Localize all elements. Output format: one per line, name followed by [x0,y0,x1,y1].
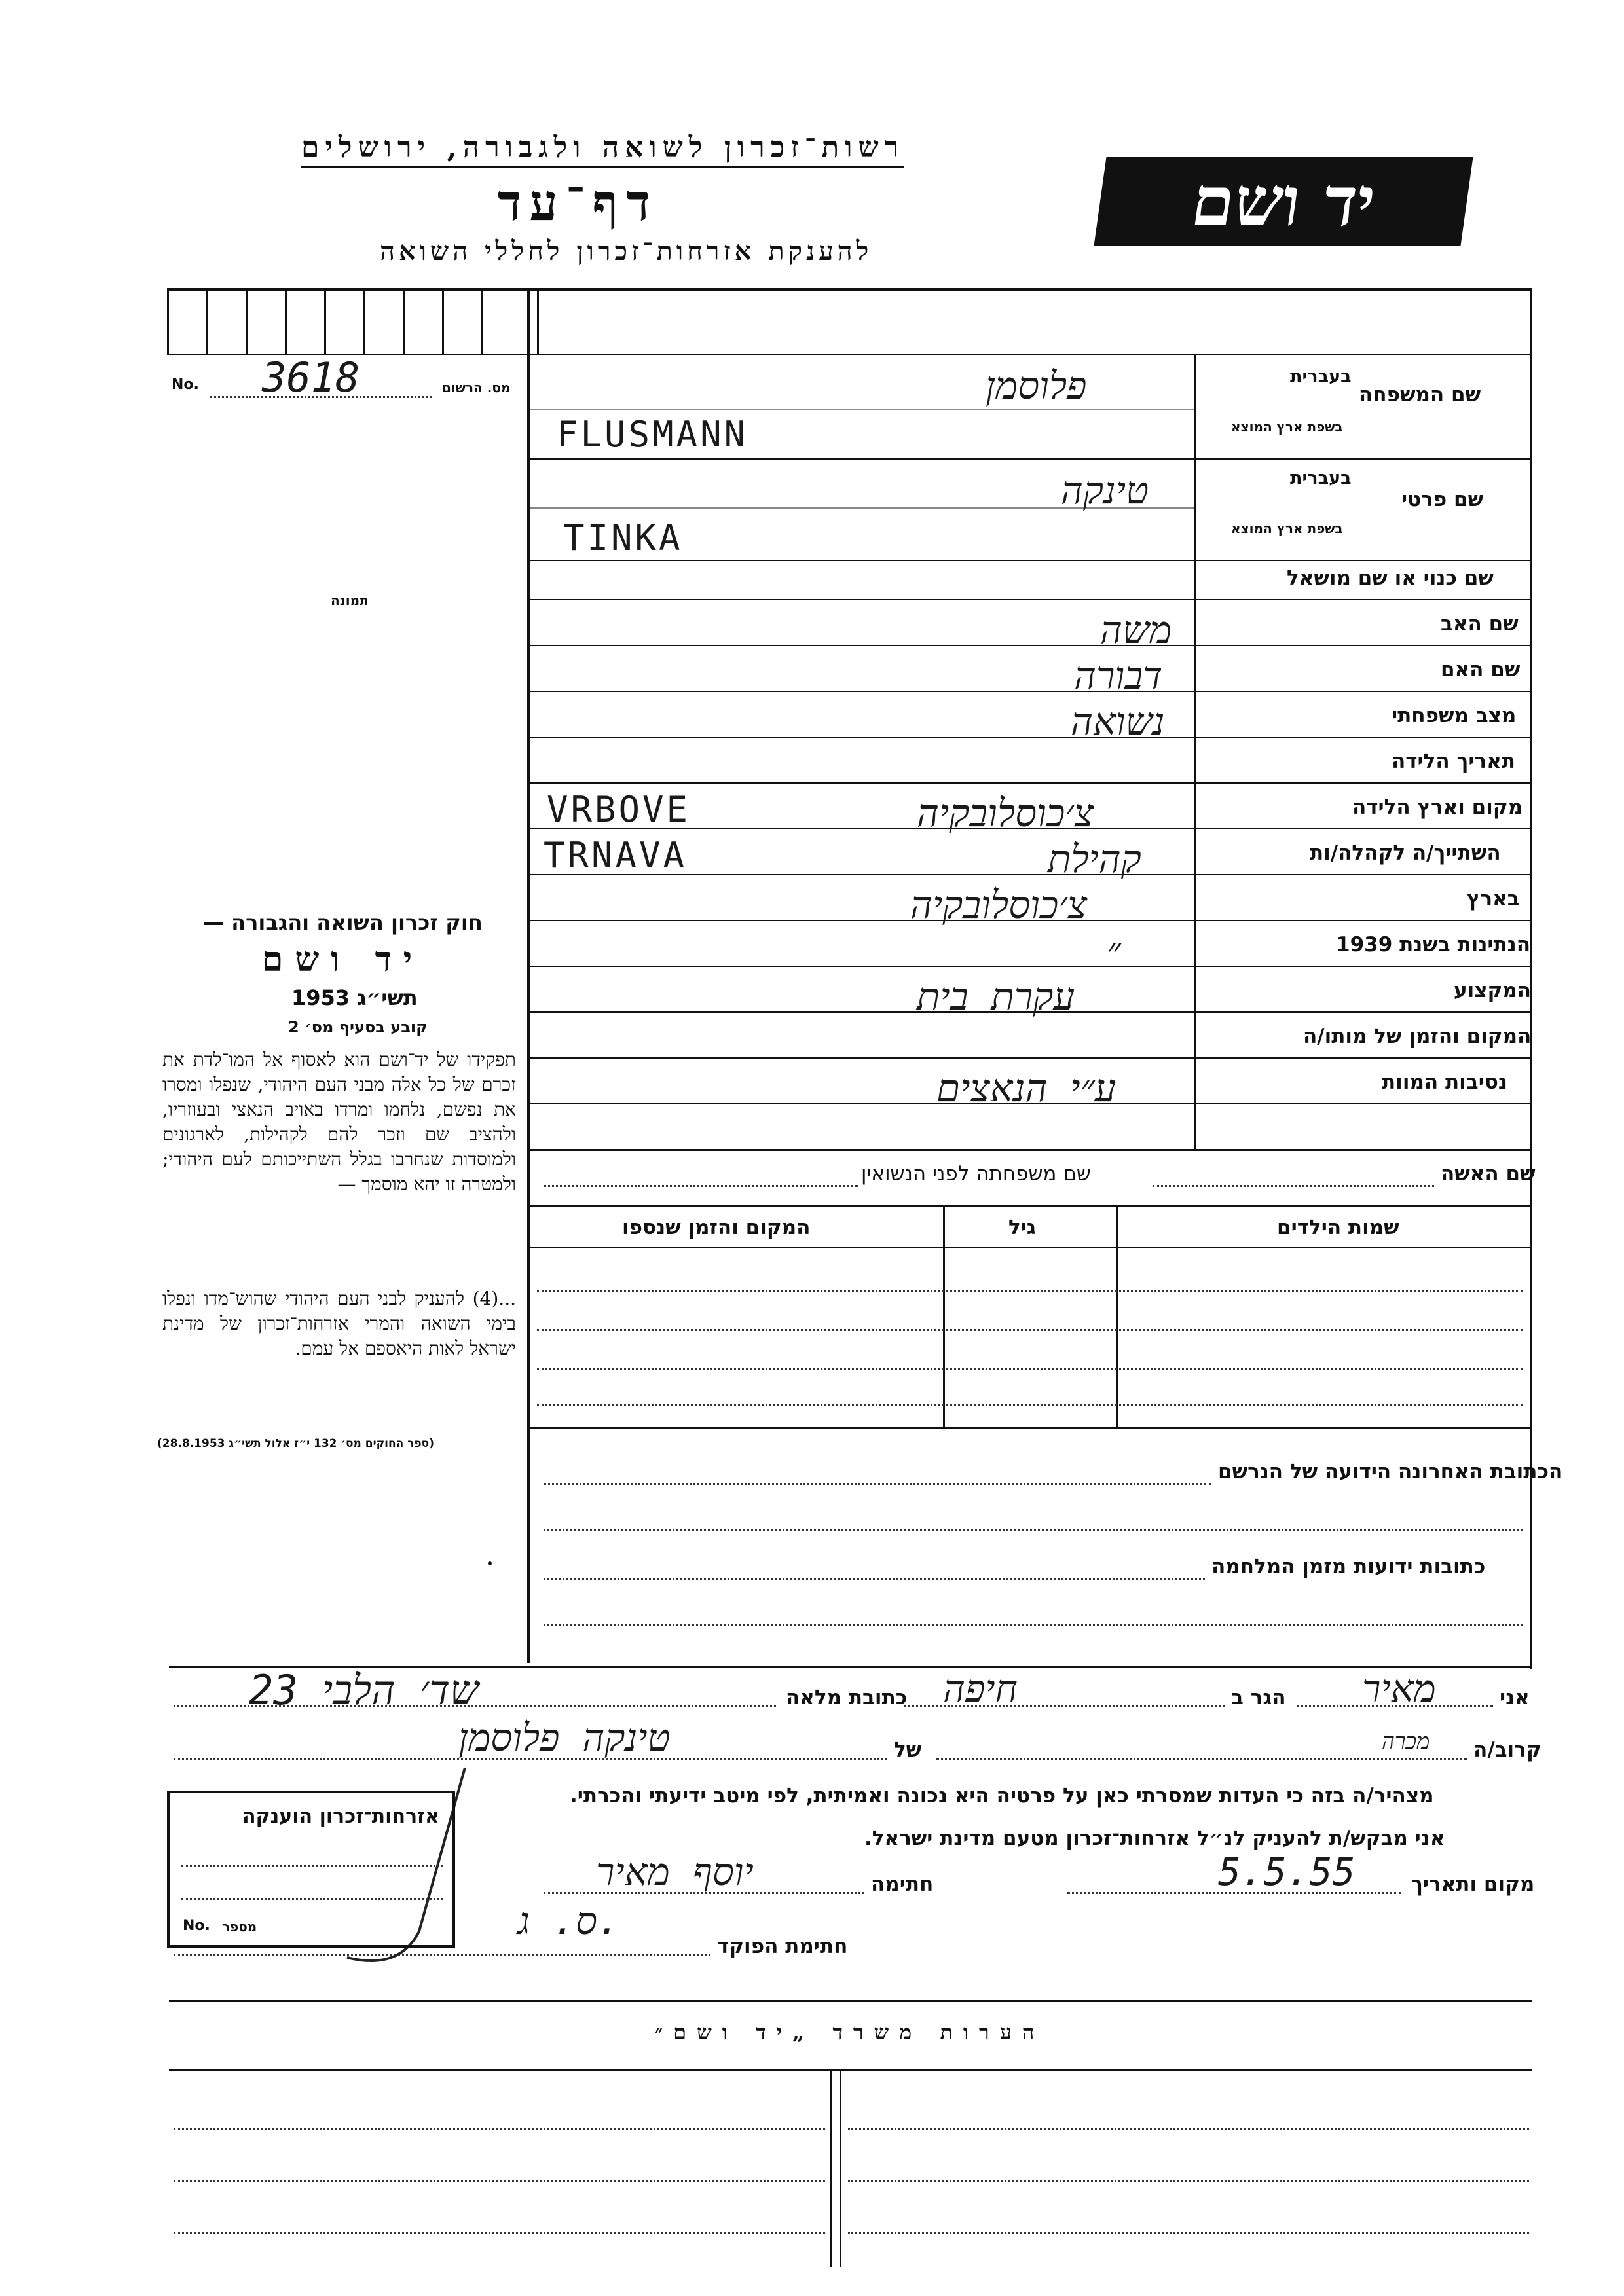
place-date-value[interactable]: 5.5.55 [1218,1850,1356,1894]
birthplace-label: מקום וארץ הלידה [1352,795,1523,819]
father-value[interactable]: משה [1100,608,1172,652]
community-native-value[interactable]: TRNAVA [544,835,688,876]
family-name-label: שם המשפחה [1359,383,1481,407]
first-name-label: שם פרטי [1401,488,1484,511]
yad-vashem-logo: יד ושם [1094,157,1473,246]
profession-value[interactable]: עקרת בית [917,974,1075,1019]
first-name-hebrew-label: בעברית [1290,468,1352,488]
form-subtitle: להענקת אזרחות־זכרון לחללי השואה [380,236,873,266]
birthplace-hebrew-value[interactable]: צ׳כוסלובקיה [917,791,1094,835]
officer-signature-label: חתימת הפוקד [717,1935,848,1958]
children-age-header: גיל [1008,1216,1036,1239]
relative-label: קרוב/ה [1473,1738,1541,1762]
relative-value[interactable]: מכרה [1382,1728,1430,1755]
declarant-label: אני [1500,1686,1530,1709]
citizenship-box-no: No. [183,1918,210,1934]
nickname-label: שם כנוי או שם מושאל [1287,566,1494,590]
law-text-1: תפקידו של יד־ושם הוא לאסוף אל המו־לדת את זכרם של כל אלה מבני העם היהודי, שנפלו ומסרו את נפשם, נלחמו ומרדו באויב הנאצי ובעוזריו, ולהציב שם וזכר להם לקהילות, לארגונים ולמוסדות שנחרבו בגלל השתייכותם לעם היהודי; ולמטרה זו יהא מוסמך — [162,1049,516,1195]
profession-label: המקצוע [1454,979,1532,1002]
death-circumstances-label: נסיבות המוות [1382,1070,1507,1094]
registration-number[interactable]: 3618 [262,354,360,401]
community-label: השתייך/ה לקהלה/ות [1310,841,1501,865]
reg-no-label: No. [172,376,199,393]
authority-title: רשות־זכרון לשואה ולגבורה, ירושלים [301,131,904,168]
photo-label: תמונה [331,592,369,608]
of-value[interactable]: טינקה פלוסמן [458,1715,671,1760]
lives-in-label: הגר ב [1231,1686,1286,1709]
reg-number-label: מס. הרשום [442,380,511,395]
last-address-label: הכתובת האחרונה הידועה של הנרשם [1218,1460,1563,1484]
marital-status-value[interactable]: נשואה [1071,699,1165,744]
birthdate-label: תאריך הלידה [1392,750,1515,773]
lives-in-value[interactable]: חיפה [943,1666,1018,1711]
community-hebrew-value[interactable]: קהילת [1048,837,1141,881]
mother-label: שם האם [1441,658,1521,682]
children-names-header: שמות הילדים [1277,1216,1399,1239]
family-name-native-value[interactable]: FLUSMANN [557,414,748,455]
maiden-name-label: שם משפחתה לפני הנשואין [861,1162,1091,1186]
family-name-hebrew-value[interactable]: פלוסמן [986,363,1087,408]
birthplace-native-value[interactable]: VRBOVE [547,789,691,830]
declaration-statement-2: אני מבקש/ת להעניק לנ״ל אזרחות־זכרון מטעם מדינת ישראל. [864,1827,1445,1850]
country-value[interactable]: צ׳כוסלובקיה [910,883,1088,927]
first-name-native-label: בשפת ארץ המוצא [1231,520,1343,536]
signature-label: חתימה [871,1872,934,1896]
place-date-label: מקום ותאריך [1411,1872,1535,1896]
war-addresses-label: כתובות ידועות מזמן המלחמה [1211,1555,1486,1578]
law-name: יד ושם [262,939,424,979]
law-text-2: ...(4) להעניק לבני העם היהודי שהוש־מדו ונפלו בימי השואה והמרי אזרחות־זכרון של מדינת ישראל לאות היאספם אל עמם. [162,1288,516,1359]
family-name-native-label: בשפת ארץ המוצא [1231,419,1343,435]
law-year: תשי״ג 1953 [291,985,418,1010]
form-title: דף־עד [498,173,658,232]
citizenship-granted-box [167,1791,455,1948]
citizenship-1939-value[interactable]: ״ [1107,928,1122,973]
declaration-statement-1: מצהיר/ה בזה כי העדות שמסרתי כאן על פרטיה היא נכונה ואמיתית, לפי מיטב ידיעתי והכרתי. [570,1784,1434,1808]
wife-name-label: שם האשה [1441,1162,1536,1186]
citizenship-1939-label: הנתינות בשנת 1939 [1336,933,1531,957]
marital-status-label: מצב משפחתי [1392,704,1517,727]
father-label: שם האב [1441,612,1519,636]
first-name-hebrew-value[interactable]: טינקה [1061,468,1149,513]
country-label: בארץ [1467,887,1520,911]
full-address-value[interactable]: שד׳ הלבי 23 [249,1666,479,1714]
law-title: חוק זכרון השואה והגבורה — [203,910,483,935]
children-death-header: המקום והזמן שנספו [622,1216,811,1239]
death-place-label: המקום והזמן של מותו/ה [1303,1025,1532,1048]
citizenship-box-number-label: מספר [222,1919,257,1935]
full-address-label: כתובת מלאה [786,1686,908,1709]
mother-value[interactable]: דבורה [1074,653,1163,698]
death-circumstances-value[interactable]: ע״י הנאצים [936,1066,1116,1110]
citizenship-box-title: אזרחות־זכרון הוענקה [242,1805,439,1828]
office-notes-title: הערות משרד „יד ושם״ [655,2020,1045,2045]
law-source: (ספר החוקים מס׳ 132 י״ז אלול תשי״ג 28.8.1953) [157,1437,434,1450]
signature-value[interactable]: יוסף מאיר [596,1850,754,1894]
first-name-native-value[interactable]: TINKA [563,517,683,558]
family-name-hebrew-label: בעברית [1290,367,1352,387]
of-label: של [894,1738,922,1762]
law-clause: קובע בסעיף מס׳ 2 [288,1018,428,1036]
declarant-name[interactable]: מאיר [1362,1666,1436,1711]
officer-signature-value[interactable]: ס. ג. [517,1899,620,1943]
